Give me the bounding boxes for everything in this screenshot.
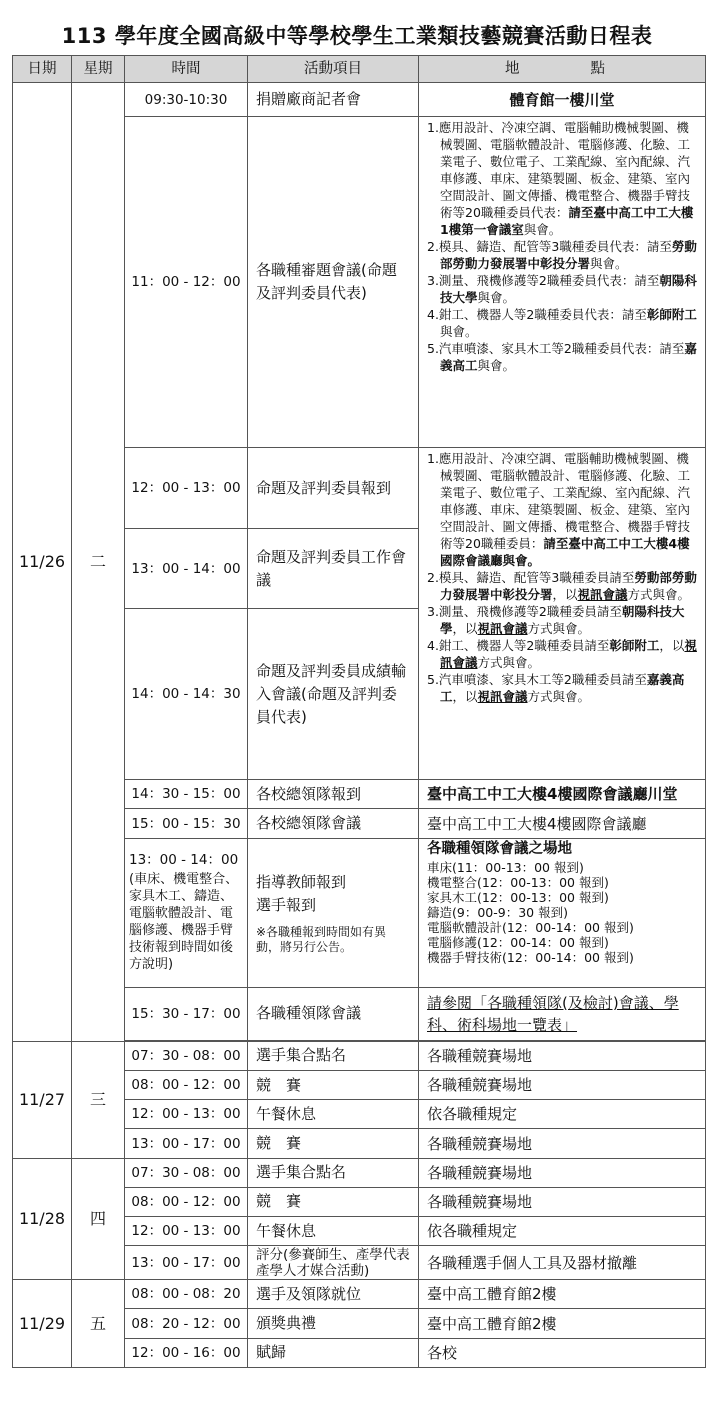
date-cell: 11/28 [13,1158,72,1280]
place-cell [419,117,706,448]
activity-cell: 指導教師報到 選手報到 ※各職種報到時間如有異動，將另行公告。 [248,838,419,987]
time-cell: 08：00 - 08：20 [125,1280,248,1309]
place-item: 2.模具、鑄造、配管等3職種委員代表：請至勞動部勞動力發展署中彰投分署與會。 [427,239,697,272]
time-cell: 13：00 - 14：00 [125,528,248,609]
place-item: 3.測量、飛機修護等2職種委員請至朝陽科技大學，以視訊會議方式與會。 [427,604,685,637]
place-cell [419,448,706,780]
activity-cell: 各校總領隊報到 [248,780,419,809]
venue-item: 電腦修護(12：00-14：00 報到) [427,934,609,950]
place-item: 1.應用設計、冷凍空調、電腦輔助機械製圖、機械製圖、電腦軟體設計、電腦修護、化驗、工業電子、數位電子、工業配線、室內配線、汽車修護、車床、建築製圖、板金、建築、室內空間設計、圖文傳播、機電整合、機器手臂技術等20職種委員：請至臺中高工中工大樓4樓國際會議廳與會。 [427,451,691,569]
place-item: 4.鉗工、機器人等2職種委員代表：請至彰師附工與會。 [427,307,697,340]
time-cell: 07：30 - 08：00 [125,1041,248,1070]
place-cell: 各校 [419,1338,706,1367]
venue-item: 機電整合(12：00-13：00 報到) [427,874,609,890]
place-item: 3.測量、飛機修護等2職種委員代表：請至朝陽科技大學與會。 [427,273,697,306]
place-cell: 依各職種規定 [419,1216,706,1245]
time-cell: 11：00 - 12：00 [125,117,248,448]
venue-item: 電腦軟體設計(12：00-14：00 報到) [427,919,634,935]
date-cell: 11/27 [13,1041,72,1158]
weekday-cell: 二 [72,83,125,1042]
table-row [13,1158,706,1187]
header-time: 時間 [125,56,248,83]
activity-cell: 各校總領隊會議 [248,809,419,838]
activity-cell: 競 賽 [248,1187,419,1216]
activity-cell: 競 賽 [248,1071,419,1100]
schedule-table [12,55,706,1368]
activity-cell: 命題及評判委員工作會議 [248,528,419,609]
header-date: 日期 [13,56,72,83]
activity-cell: 賦歸 [248,1338,419,1367]
place-cell: 各職種選手個人工具及器材撤離 [419,1246,706,1280]
table-row [13,1280,706,1309]
venue-heading: 各職種領隊會議之場地 [427,840,572,857]
activity-cell: 選手及領隊就位 [248,1280,419,1309]
place-item: 2.模具、鑄造、配管等3職種委員請至勞動部勞動力發展署中彰投分署，以視訊會議方式與會。 [427,570,697,603]
document-title: 113 學年度全國高級中等學校學生工業類技藝競賽活動日程表 [61,24,653,48]
place-item: 4.鉗工、機器人等2職種委員請至彰師附工，以視訊會議方式與會。 [427,638,697,671]
activity-cell: 午餐休息 [248,1216,419,1245]
time-cell: 12：00 - 13：00 [125,448,248,529]
time-cell: 14：00 - 14：30 [125,609,248,780]
activity-cell: 命題及評判委員報到 [248,448,419,529]
time-cell: 07：30 - 08：00 [125,1158,248,1187]
header-place: 地 點 [419,56,706,83]
place-cell: 各職種競賽場地 [419,1041,706,1070]
place-cell: 依各職種規定 [419,1100,706,1129]
activity-cell: 各職種審題會議(命題及評判委員代表) [248,117,419,448]
venue-item: 機器手臂技術(12：00-14：00 報到) [427,949,634,965]
date-cell: 11/29 [13,1280,72,1368]
place-cell: 各職種競賽場地 [419,1129,706,1158]
venue-item: 車床(11：00-13：00 報到) [427,859,584,875]
time-cell: 13：00 - 17：00 [125,1129,248,1158]
time-cell: 13：00 - 14：00 (車床、機電整合、家具木工、鑄造、電腦軟體設計、電腦修護、機器手臂技術報到時間如後方說明) [125,838,248,987]
activity-cell: 午餐休息 [248,1100,419,1129]
header-weekday: 星期 [72,56,125,83]
activity-cell: 命題及評判委員成績輸入會議(命題及評判委員代表) [248,609,419,780]
header-row [13,56,706,83]
time-cell: 15：00 - 15：30 [125,809,248,838]
activity-cell: 各職種領隊會議 [248,987,419,1040]
venue-item: 家具木工(12：00-13：00 報到) [427,889,609,905]
table-row [13,83,706,117]
place-cell: 體育館一樓川堂 [419,83,706,117]
place-cell: 各職種競賽場地 [419,1071,706,1100]
activity-cell: 捐贈廠商記者會 [248,83,419,117]
time-cell: 08：20 - 12：00 [125,1309,248,1338]
venue-item: 鑄造(9：00-9：30 報到) [427,904,568,920]
time-cell: 08：00 - 12：00 [125,1071,248,1100]
place-item: 1.應用設計、冷凍空調、電腦輔助機械製圖、機械製圖、電腦軟體設計、電腦修護、化驗、工業電子、數位電子、工業配線、室內配線、汽車修護、車床、建築製圖、板金、建築、室內空間設計、圖文傳播、機電整合、機器手臂技術等20職種委員代表：請至臺中高工中工大樓1樓第一會議室與會。 [427,120,694,238]
time-cell: 09:30-10:30 [125,83,248,117]
place-cell: 請參閱「各職種領隊(及檢討)會議、學科、術科場地一覽表」 [419,987,706,1040]
date-cell: 11/26 [13,83,72,1042]
place-cell [419,838,706,987]
time-cell: 14：30 - 15：00 [125,780,248,809]
weekday-cell: 五 [72,1280,125,1368]
weekday-cell: 三 [72,1041,125,1158]
time-cell: 12：00 - 13：00 [125,1216,248,1245]
place-cell: 臺中高工體育館2樓 [419,1280,706,1309]
activity-cell: 頒獎典禮 [248,1309,419,1338]
place-item: 5.汽車噴漆、家具木工等2職種委員請至嘉義高工，以視訊會議方式與會。 [427,672,685,705]
activity-cell: 選手集合點名 [248,1158,419,1187]
time-cell: 12：00 - 16：00 [125,1338,248,1367]
time-cell: 08：00 - 12：00 [125,1187,248,1216]
place-cell: 臺中高工中工大樓4樓國際會議廳川堂 [419,780,706,809]
time-cell: 15：30 - 17：00 [125,987,248,1040]
place-cell: 各職種競賽場地 [419,1158,706,1187]
activity-cell: 選手集合點名 [248,1041,419,1070]
time-cell: 13：00 - 17：00 [125,1246,248,1280]
activity-cell: 競 賽 [248,1129,419,1158]
header-activity: 活動項目 [248,56,419,83]
time-cell: 12：00 - 13：00 [125,1100,248,1129]
place-cell: 各職種競賽場地 [419,1187,706,1216]
place-item: 5.汽車噴漆、家具木工等2職種委員代表：請至嘉義高工與會。 [427,341,697,374]
activity-cell: 評分(參賽師生、產學代表產學人才媒合活動) [248,1246,419,1280]
place-cell: 臺中高工體育館2樓 [419,1309,706,1338]
weekday-cell: 四 [72,1158,125,1280]
place-cell: 臺中高工中工大樓4樓國際會議廳 [419,809,706,838]
table-row [13,1041,706,1070]
